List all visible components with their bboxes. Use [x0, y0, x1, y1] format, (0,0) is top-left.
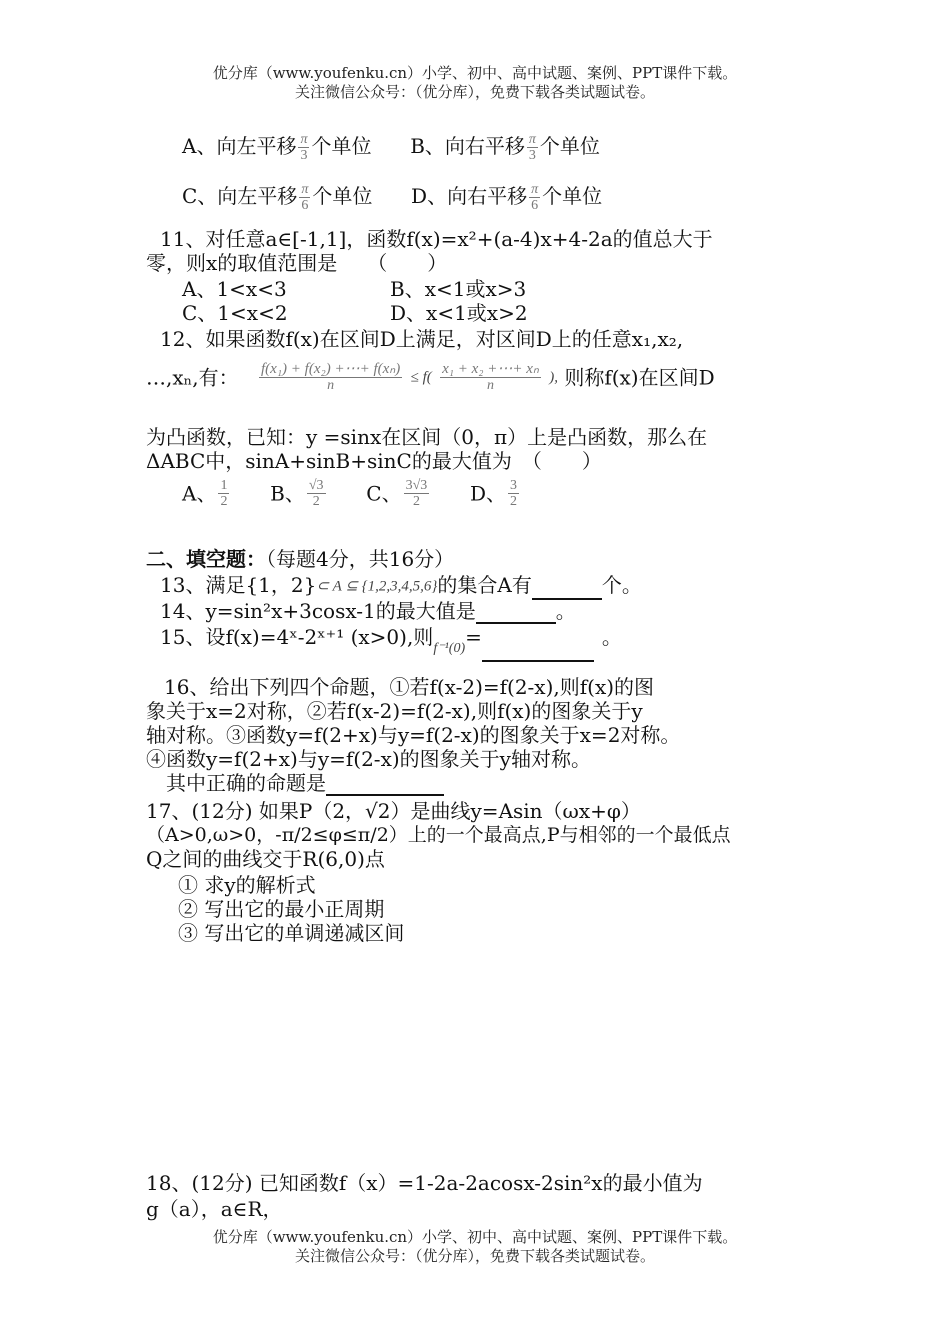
q12-option-c: C、 $\frac{3√3}{2}$ [366, 478, 428, 509]
page-footer [0, 1228, 950, 1266]
q17-line-2: （A>0,ω>0，-π/2≤φ≤π/2）上的一个最高点,P与相邻的一个最低点 [146, 824, 731, 846]
q13: 13、满足{1，2}⊂ A ⊆ {1,2,3,4,5,6}的集合A有 个。 [160, 572, 822, 600]
q14-answer-blank[interactable] [476, 602, 556, 624]
q18-line-2: g（a），a∈R， [146, 1197, 283, 1221]
q17-sub-1: ① 求y的解析式 [178, 873, 316, 897]
q10-row-2 [182, 182, 844, 213]
q11-option-a: A、1<x<3 [182, 277, 287, 301]
q10-option-d: D、向右平移 $\frac{\pi}{6}$ 个单位 [411, 182, 603, 213]
q17-sub-2: ② 写出它的最小正周期 [178, 897, 385, 921]
section-2-note: （每题4分，共16分） [266, 547, 455, 571]
q12-stem-line-3: 为凸函数，已知：y =sinx在区间（0，π）上是凸函数，那么在 [146, 425, 708, 449]
q12-option-d: D、 $\frac{3}{2}$ [470, 478, 518, 509]
q12-formula-right: $\frac{\text{x₁ + x₂ +⋯+ xₙ}}{n}$ [442, 361, 539, 393]
q11-options-row-1 [182, 276, 844, 302]
q11-option-b: B、x<1或x>3 [390, 277, 527, 301]
q11-stem-line-1: 11、对任意a∈[-1,1]，函数f(x)=x²+(a-4)x+4-2a的值总大于 [160, 227, 713, 251]
q17-sub-3: ③ 写出它的单调递减区间 [178, 921, 405, 945]
q13-answer-blank[interactable] [532, 578, 602, 600]
q16-line-4: ④函数y=f(2+x)与y=f(2-x)的图象关于y轴对称。 [146, 747, 591, 771]
q11-option-d: D、x<1或x>2 [390, 301, 528, 325]
q16-line-3: 轴对称。③函数y=f(2+x)与y=f(2-x)的图象关于x=2对称。 [146, 723, 681, 747]
q12-stem-line-2: …,xₙ,有： $\frac{\text{f(x₁) + f(x₂) +⋯+ f(xₙ)}}{n}$ ≤ f( $\frac{\text{x₁ + x₂ +⋯+ xₙ}}{n}$ ), 则称f(x)在区间D [146, 361, 715, 393]
section-2-title: 二、填空题： [146, 547, 266, 571]
q12-options [182, 478, 844, 522]
q16-answer-blank[interactable] [326, 774, 444, 796]
q11-option-c: C、1<x<2 [182, 301, 288, 325]
q14: 14、y=sin²x+3cosx-1的最大值是 。 [160, 599, 576, 623]
q16-line-1: 16、给出下列四个命题，①若f(x-2)=f(2-x),则f(x)的图 [164, 675, 655, 699]
footer-line-1: 优分库（www.youfenku.cn）小学、初中、高中试题、案例、PPT课件下载。 [212, 1228, 738, 1246]
header-line-2: 关注微信公众号：（优分库），免费下载各类试题试卷。 [294, 83, 655, 101]
header-line-1: 优分库（www.youfenku.cn）小学、初中、高中试题、案例、PPT课件下载。 [212, 64, 738, 82]
q12-option-a: A、 $\frac{1}{2}$ [182, 478, 228, 509]
q10-option-c: C、向左平移 $\frac{\pi}{6}$ 个单位 [182, 182, 373, 213]
section-2-heading [146, 546, 808, 572]
q12-stem-line-1: 12、如果函数f(x)在区间D上满足，对区间D上的任意x₁,x₂, [160, 327, 684, 351]
q18-line-1: 18、(12分) 已知函数f（x）=1-2a-2acosx-2sin²x的最小值为 [146, 1171, 703, 1195]
q10-row-1 [182, 132, 844, 163]
q15: 15、设f(x)=4ˣ-2ˣ⁺¹ (x>0),则$_{f^{-1}(0)}$= 。 [160, 624, 822, 662]
q12-option-b: B、 $\frac{√3}{2}$ [270, 478, 324, 509]
q12-formula-left: $\frac{\text{f(x₁) + f(x₂) +⋯+ f(xₙ)}}{n}$ [261, 361, 401, 393]
page-header [0, 64, 950, 102]
q11-stem-line-2: 零，则x的取值范围是 （ ） [146, 251, 448, 275]
q16-line-5: 其中正确的命题是 [166, 770, 828, 796]
q15-answer-blank[interactable] [482, 640, 594, 662]
q12-stem-line-4: ΔABC中，sinA+sinB+sinC的最大值为 （ ） [146, 449, 602, 473]
q10-option-a: A、向左平移 $\frac{\pi}{3}$ 个单位 [182, 132, 372, 163]
q11-options-row-2 [182, 300, 844, 326]
footer-line-2: 关注微信公众号：（优分库），免费下载各类试题试卷。 [294, 1247, 655, 1265]
q16-line-2: 象关于x=2对称，②若f(x-2)=f(2-x),则f(x)的图象关于y [146, 699, 643, 723]
q17-line-1: 17、(12分) 如果P（2，√2）是曲线y=Asin（ωx+φ） [146, 799, 641, 823]
q17-line-3: Q之间的曲线交于R(6,0)点 [146, 847, 385, 871]
q10-option-b: B、向右平移 $\frac{\pi}{3}$ 个单位 [410, 132, 600, 163]
